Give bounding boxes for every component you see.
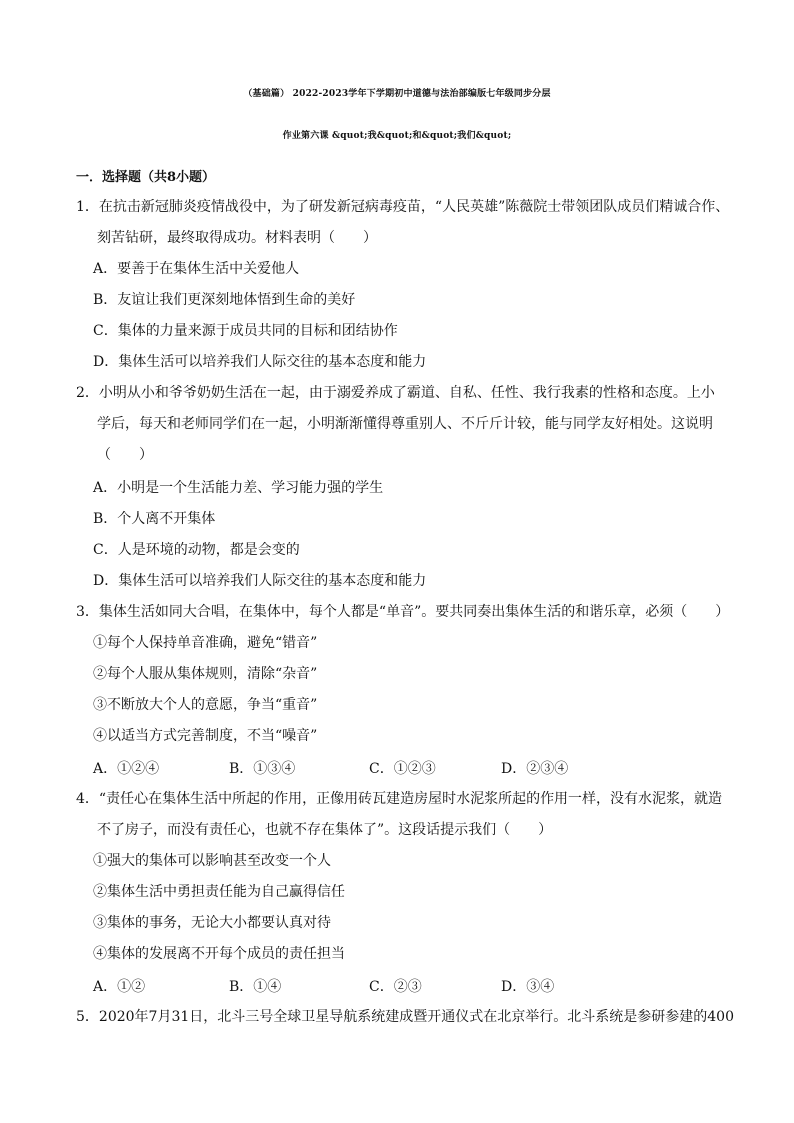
question-1-stem-cont: 刻苦钻研，最终取得成功。材料表明（ ） [97,230,377,246]
question-1-stem: 1．在抗击新冠肺炎疫情战役中，为了研发新冠病毒疫苗，“人民英雄”陈薇院士带领团队成员们精诚合作、 [76,199,730,215]
question-3-choices [93,758,693,778]
question-2-option-d: D．集体生活可以培养我们人际交往的基本态度和能力 [93,573,427,589]
document-title-line-1: （基础篇） 2022-2023学年下学期初中道德与法治部编版七年级同步分层 [243,89,551,99]
question-1-option-a: A．要善于在集体生活中关爱他人 [93,261,300,277]
choice-b: B．①③④ [229,761,296,777]
question-5-stem: 5．2020年7月31日，北斗三号全球卫星导航系统建成暨开通仪式在北京举行。北斗系统是参研参建的400 [76,1009,734,1025]
choice-c: C．②③ [369,979,422,995]
question-3-statement-3: ③不断放大个人的意愿，争当“重音” [93,697,318,713]
question-1-option-d: D．集体生活可以培养我们人际交往的基本态度和能力 [93,354,427,370]
question-4-statement-1: ①强大的集体可以影响甚至改变一个人 [93,853,331,869]
question-2-option-c: C．人是环境的动物，都是会变的 [93,542,300,558]
question-1-option-b: B．友谊让我们更深刻地体悟到生命的美好 [93,292,356,308]
question-2-stem-cont: 学后，每天和老师同学们在一起，小明渐渐懂得尊重别人、不斤斤计较，能与同学友好相处。这说明 [97,416,713,432]
section-heading: 一．选择题（共8小题） [76,170,216,185]
question-1-option-c: C．集体的力量来源于成员共同的目标和团结协作 [93,323,398,339]
choice-d: D．③④ [501,979,555,995]
choice-a: A．①② [93,979,146,995]
choice-c: C．①②③ [369,761,436,777]
question-2-option-b: B．个人离不开集体 [93,511,216,527]
choice-d: D．②③④ [501,761,569,777]
question-2-option-a: A．小明是一个生活能力差、学习能力强的学生 [93,480,384,496]
document-title-line-2: 作业第六课 &quot;我&quot;和&quot;我们&quot; [282,131,512,141]
choice-a: A．①②④ [93,761,160,777]
choice-b: B．①④ [229,979,282,995]
question-2-stem-cont: （ ） [97,447,153,463]
question-4-stem: 4．“责任心在集体生活中所起的作用，正像用砖瓦建造房屋时水泥浆所起的作用一样，没有水泥浆，就造 [76,791,723,807]
question-4-choices [93,976,693,996]
question-3-statement-4: ④以适当方式完善制度，不当“噪音” [93,728,318,744]
question-4-statement-2: ②集体生活中勇担责任能为自己赢得信任 [93,884,345,900]
question-3-stem: 3．集体生活如同大合唱，在集体中，每个人都是“单音”。要共同奏出集体生活的和谐乐章，必须（ ） [76,604,730,620]
question-4-stem-cont: 不了房子，而没有责任心，也就不存在集体了”。这段话提示我们（ ） [97,822,553,838]
question-2-stem: 2．小明从小和爷爷奶奶生活在一起，由于溺爱养成了霸道、自私、任性、我行我素的性格和态度。上小 [76,385,715,401]
question-3-statement-1: ①每个人保持单音准确，避免“错音” [93,635,318,651]
question-4-statement-4: ④集体的发展离不开每个成员的责任担当 [93,946,345,962]
question-4-statement-3: ③集体的事务，无论大小都要认真对待 [93,915,331,931]
question-3-statement-2: ②每个人服从集体规则，清除“杂音” [93,666,318,682]
